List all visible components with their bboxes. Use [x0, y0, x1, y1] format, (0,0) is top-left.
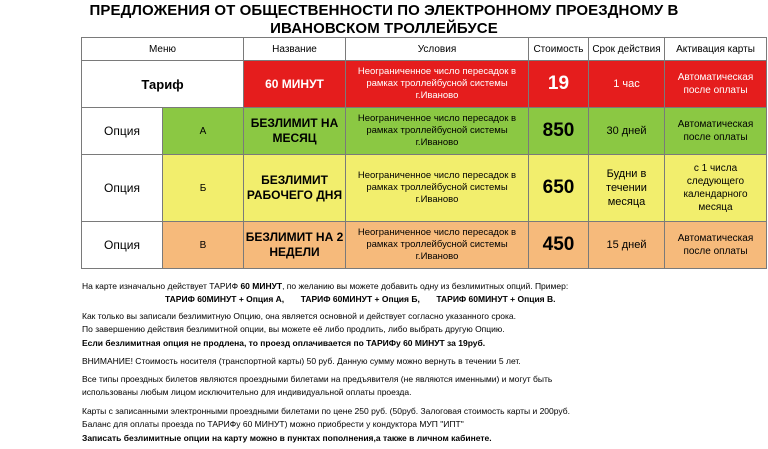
- note-bearer-1: Все типы проездных билетов являются проездными билетами на предъявителя (не являются именными) и могут быть: [82, 374, 553, 384]
- note-balance: Баланс для оплаты проезда по ТАРИФу 60 МИНУТ) можно приобрести у кондуктора МУП "ИПТ": [82, 419, 464, 429]
- row-activation: Автоматическая после оплаты: [665, 108, 767, 155]
- title-line-2: ИВАНОВСКОМ ТРОЛЛЕЙБУСЕ: [270, 20, 498, 37]
- row-conditions: Неограниченное число пересадок в рамках троллейбусной системы г.Иваново: [346, 222, 529, 269]
- note-option-main: Как только вы записали безлимитную Опцию, она является основной и действует согласно указанного срока.: [82, 311, 517, 321]
- row-activation: с 1 числа следующего календарного месяца: [665, 155, 767, 222]
- row-term: Будни в течении месяца: [589, 155, 665, 222]
- note-text-bold: 60 МИНУТ: [240, 281, 283, 291]
- page-title: [0, 2, 768, 38]
- header-conditions: Условия: [346, 38, 529, 61]
- row-letter: Б: [163, 155, 244, 222]
- note-text: , по желанию вы можете добавить одну из безлимитных опций. Пример:: [282, 281, 569, 291]
- row-price: 19: [529, 61, 589, 108]
- row-menu-label: Опция: [82, 155, 163, 222]
- row-name: БЕЗЛИМИТ НА МЕСЯЦ: [244, 108, 346, 155]
- row-name: 60 МИНУТ: [244, 61, 346, 108]
- row-name: БЕЗЛИМИТ РАБОЧЕГО ДНЯ: [244, 155, 346, 222]
- row-price: 650: [529, 155, 589, 222]
- row-menu-label: Опция: [82, 108, 163, 155]
- note-where-to-record: Записать безлимитные опции на карту можно в пунктах пополнения,а также в личном кабинете.: [82, 433, 492, 443]
- header-price: Стоимость: [529, 38, 589, 61]
- row-menu-label: Тариф: [82, 61, 244, 108]
- row-price: 850: [529, 108, 589, 155]
- table-row-option-v: [82, 222, 767, 269]
- row-activation: Автоматическая после оплаты: [665, 222, 767, 269]
- row-letter: А: [163, 108, 244, 155]
- table-header-row: [82, 38, 767, 61]
- row-term: 30 дней: [589, 108, 665, 155]
- note-option-renew: По завершению действия безлимитной опции, вы можете её либо продлить, либо выбрать другую Опцию.: [82, 324, 505, 334]
- row-letter: В: [163, 222, 244, 269]
- row-conditions: Неограниченное число пересадок в рамках троллейбусной системы г.Иваново: [346, 108, 529, 155]
- table-row-option-b: [82, 155, 767, 222]
- title-line-1: ПРЕДЛОЖЕНИЯ ОТ ОБЩЕСТВЕННОСТИ ПО ЭЛЕКТРОННОМУ ПРОЕЗДНОМУ В: [89, 2, 679, 19]
- table-row-tariff: [82, 61, 767, 108]
- row-term: 1 час: [589, 61, 665, 108]
- row-activation: Автоматическая после оплаты: [665, 61, 767, 108]
- header-term: Срок действия: [589, 38, 665, 61]
- note-bearer-2: использованы любым лицом исключительно для индивидуальной оплаты проезда.: [82, 387, 412, 397]
- note-intro: [82, 281, 568, 292]
- header-activation: Активация карты: [665, 38, 767, 61]
- note-cards-price: Карты с записанными электронными проездными билетами по цене 250 руб. (50руб. Залоговая стоимость карты и 200руб.: [82, 406, 570, 416]
- header-name: Название: [244, 38, 346, 61]
- note-warning: ВНИМАНИЕ! Стоимость носителя (транспортной карты) 50 руб. Данную сумму можно вернуть в течении 5 лет.: [82, 356, 521, 366]
- row-term: 15 дней: [589, 222, 665, 269]
- table-row-option-a: [82, 108, 767, 155]
- row-menu-label: Опция: [82, 222, 163, 269]
- tariff-table: [81, 37, 767, 269]
- header-menu: Меню: [82, 38, 244, 61]
- note-text: На карте изначально действует ТАРИФ: [82, 281, 241, 291]
- note-examples: ТАРИФ 60МИНУТ + Опция А, ТАРИФ 60МИНУТ + Опция Б, ТАРИФ 60МИНУТ + Опция В.: [165, 294, 556, 304]
- row-conditions: Неограниченное число пересадок в рамках троллейбусной системы г.Иваново: [346, 61, 529, 108]
- row-price: 450: [529, 222, 589, 269]
- row-conditions: Неограниченное число пересадок в рамках троллейбусной системы г.Иваново: [346, 155, 529, 222]
- row-name: БЕЗЛИМИТ НА 2 НЕДЕЛИ: [244, 222, 346, 269]
- note-not-renewed: Если безлимитная опция не продлена, то проезд оплачивается по ТАРИФу 60 МИНУТ за 19руб.: [82, 338, 486, 348]
